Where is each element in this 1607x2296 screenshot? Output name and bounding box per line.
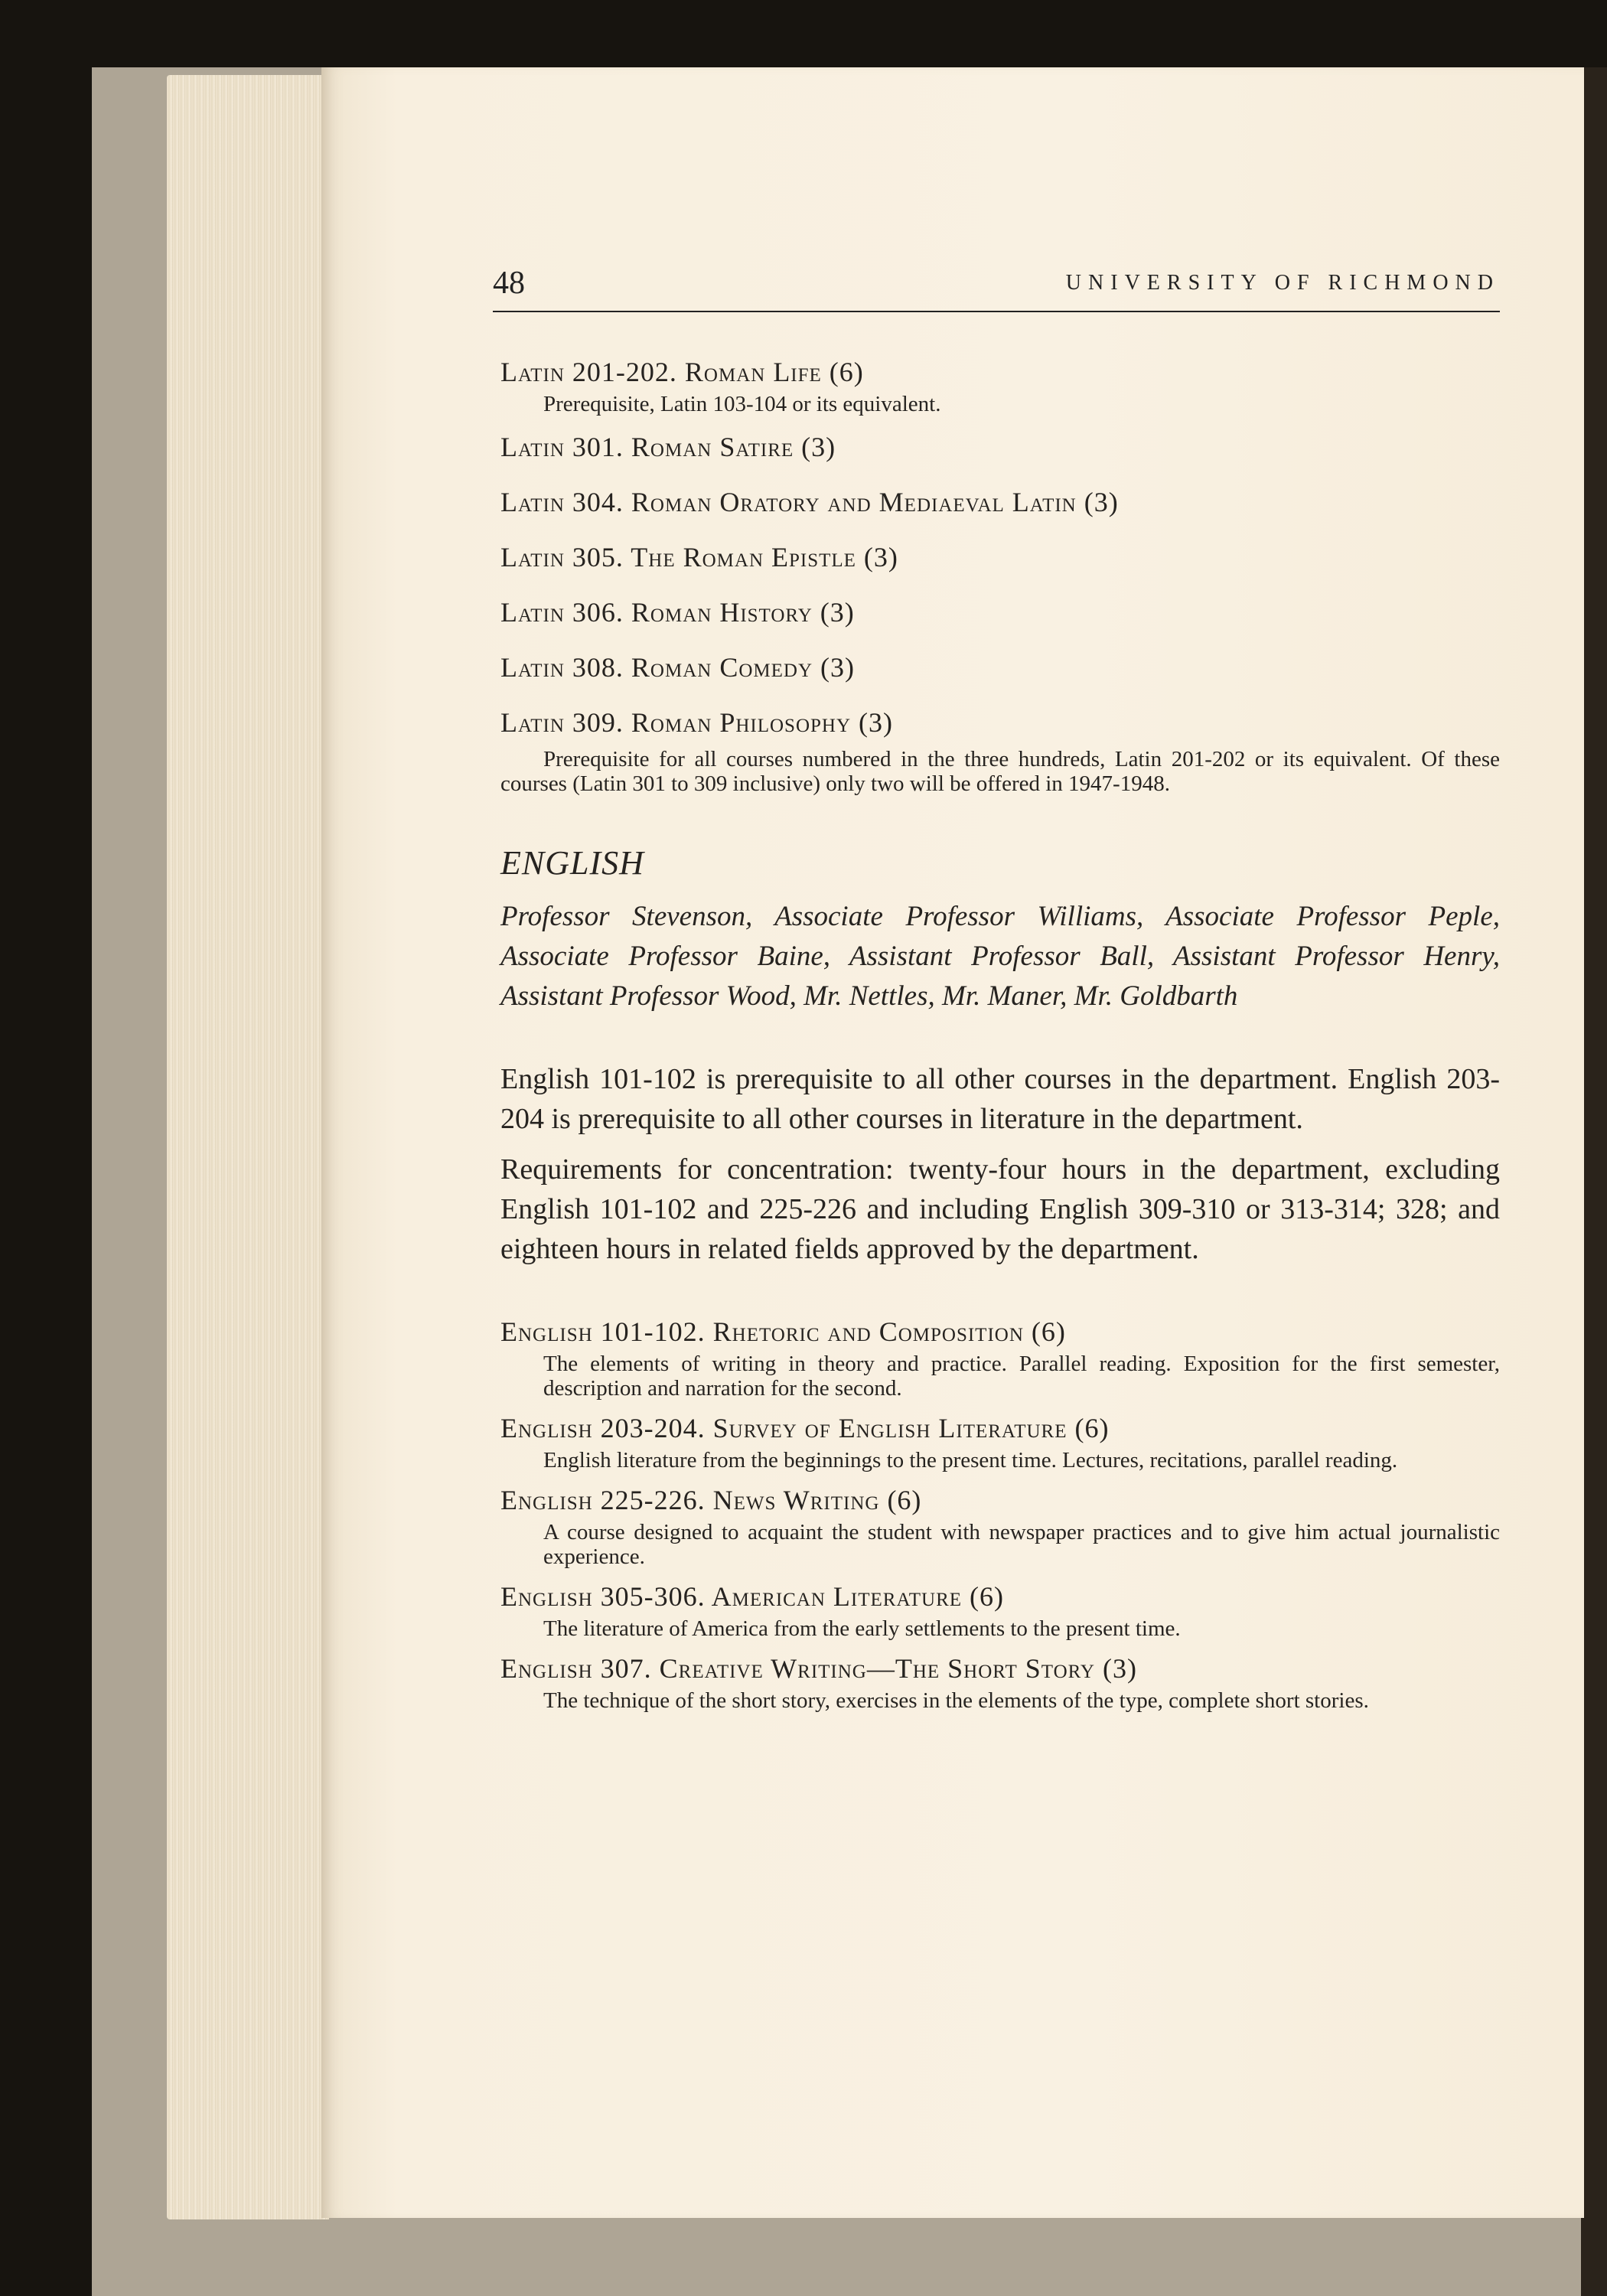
course-description: Prerequisite, Latin 103-104 or its equivalent. [543, 392, 941, 416]
course-description: The literature of America from the early settlements to the present time. [543, 1616, 1181, 1641]
course-heading: English 225-226. News Writing (6) [500, 1485, 922, 1515]
book-page-edges [167, 75, 329, 2219]
course-heading: English 307. Creative Writing—The Short Story (3) [500, 1653, 1137, 1684]
course-description: The technique of the short story, exercises in the elements of the type, complete short stories. [543, 1688, 1369, 1713]
latin-course-list [500, 352, 1500, 796]
course-heading: Latin 304. Roman Oratory and Mediaeval Latin (3) [500, 487, 1119, 517]
course-description: English literature from the beginnings to the present time. Lectures, recitations, parallel reading. [543, 1448, 1398, 1473]
course-heading: Latin 305. The Roman Epistle (3) [500, 542, 898, 572]
course-entry [500, 592, 1500, 632]
course-heading: Latin 301. Roman Satire (3) [500, 432, 836, 462]
department-paragraph: English 101-102 is prerequisite to all other courses in the department. English 203-204 is prerequisite to all other courses in literature in the department. [500, 1063, 1500, 1135]
running-title: UNIVERSITY OF RICHMOND [1065, 271, 1500, 295]
course-entry [500, 1649, 1500, 1713]
course-description: The elements of writing in theory and practice. Parallel reading. Exposition for the first semester, description and narration for the second. [543, 1352, 1500, 1401]
course-entry [500, 1312, 1500, 1401]
course-entry [500, 703, 1500, 742]
running-head [493, 265, 1500, 312]
course-heading: Latin 308. Roman Comedy (3) [500, 652, 855, 683]
page-content [500, 352, 1500, 1720]
course-heading: Latin 201-202. Roman Life (6) [500, 357, 864, 387]
course-heading: Latin 306. Roman History (3) [500, 597, 855, 628]
course-entry [500, 482, 1500, 522]
course-heading: English 203-204. Survey of English Literature (6) [500, 1413, 1110, 1443]
course-entry [500, 537, 1500, 577]
course-entry [500, 1577, 1500, 1641]
page-number: 48 [493, 266, 525, 301]
course-entry [500, 427, 1500, 467]
course-entry [500, 647, 1500, 687]
english-course-list [500, 1312, 1500, 1713]
department-paragraph: Requirements for concentration: twenty-four hours in the department, excluding English 101-102 and 225-226 and including English 309-310 or 313-314; 328; and eighteen hours in related fields approved by the department. [500, 1153, 1500, 1265]
course-entry [500, 1480, 1500, 1569]
course-heading: English 101-102. Rhetoric and Composition (6) [500, 1316, 1066, 1347]
course-heading: English 305-306. American Literature (6) [500, 1581, 1004, 1612]
course-entry [500, 352, 1500, 416]
scan-edge [1581, 67, 1607, 2296]
course-heading: Latin 309. Roman Philosophy (3) [500, 707, 893, 738]
course-description: A course designed to acquaint the student with newspaper practices and to give him actual journalistic experience. [543, 1520, 1500, 1569]
latin-prerequisite-note: Prerequisite for all courses numbered in the three hundreds, Latin 201-202 or its equivalent. Of these courses (Latin 301 to 309 inclusive) only two will be offered in 1947-1948. [500, 747, 1500, 796]
department-title: ENGLISH [500, 844, 644, 882]
faculty-list: Professor Stevenson, Associate Professor Williams, Associate Professor Peple, Associate Professor Baine, Assistant Professor Ball, Assistant Professor Henry, Assistant Professor Wood, Mr. Nettles, Mr. Maner, Mr. Goldbarth [500, 901, 1500, 1012]
course-entry [500, 1408, 1500, 1473]
